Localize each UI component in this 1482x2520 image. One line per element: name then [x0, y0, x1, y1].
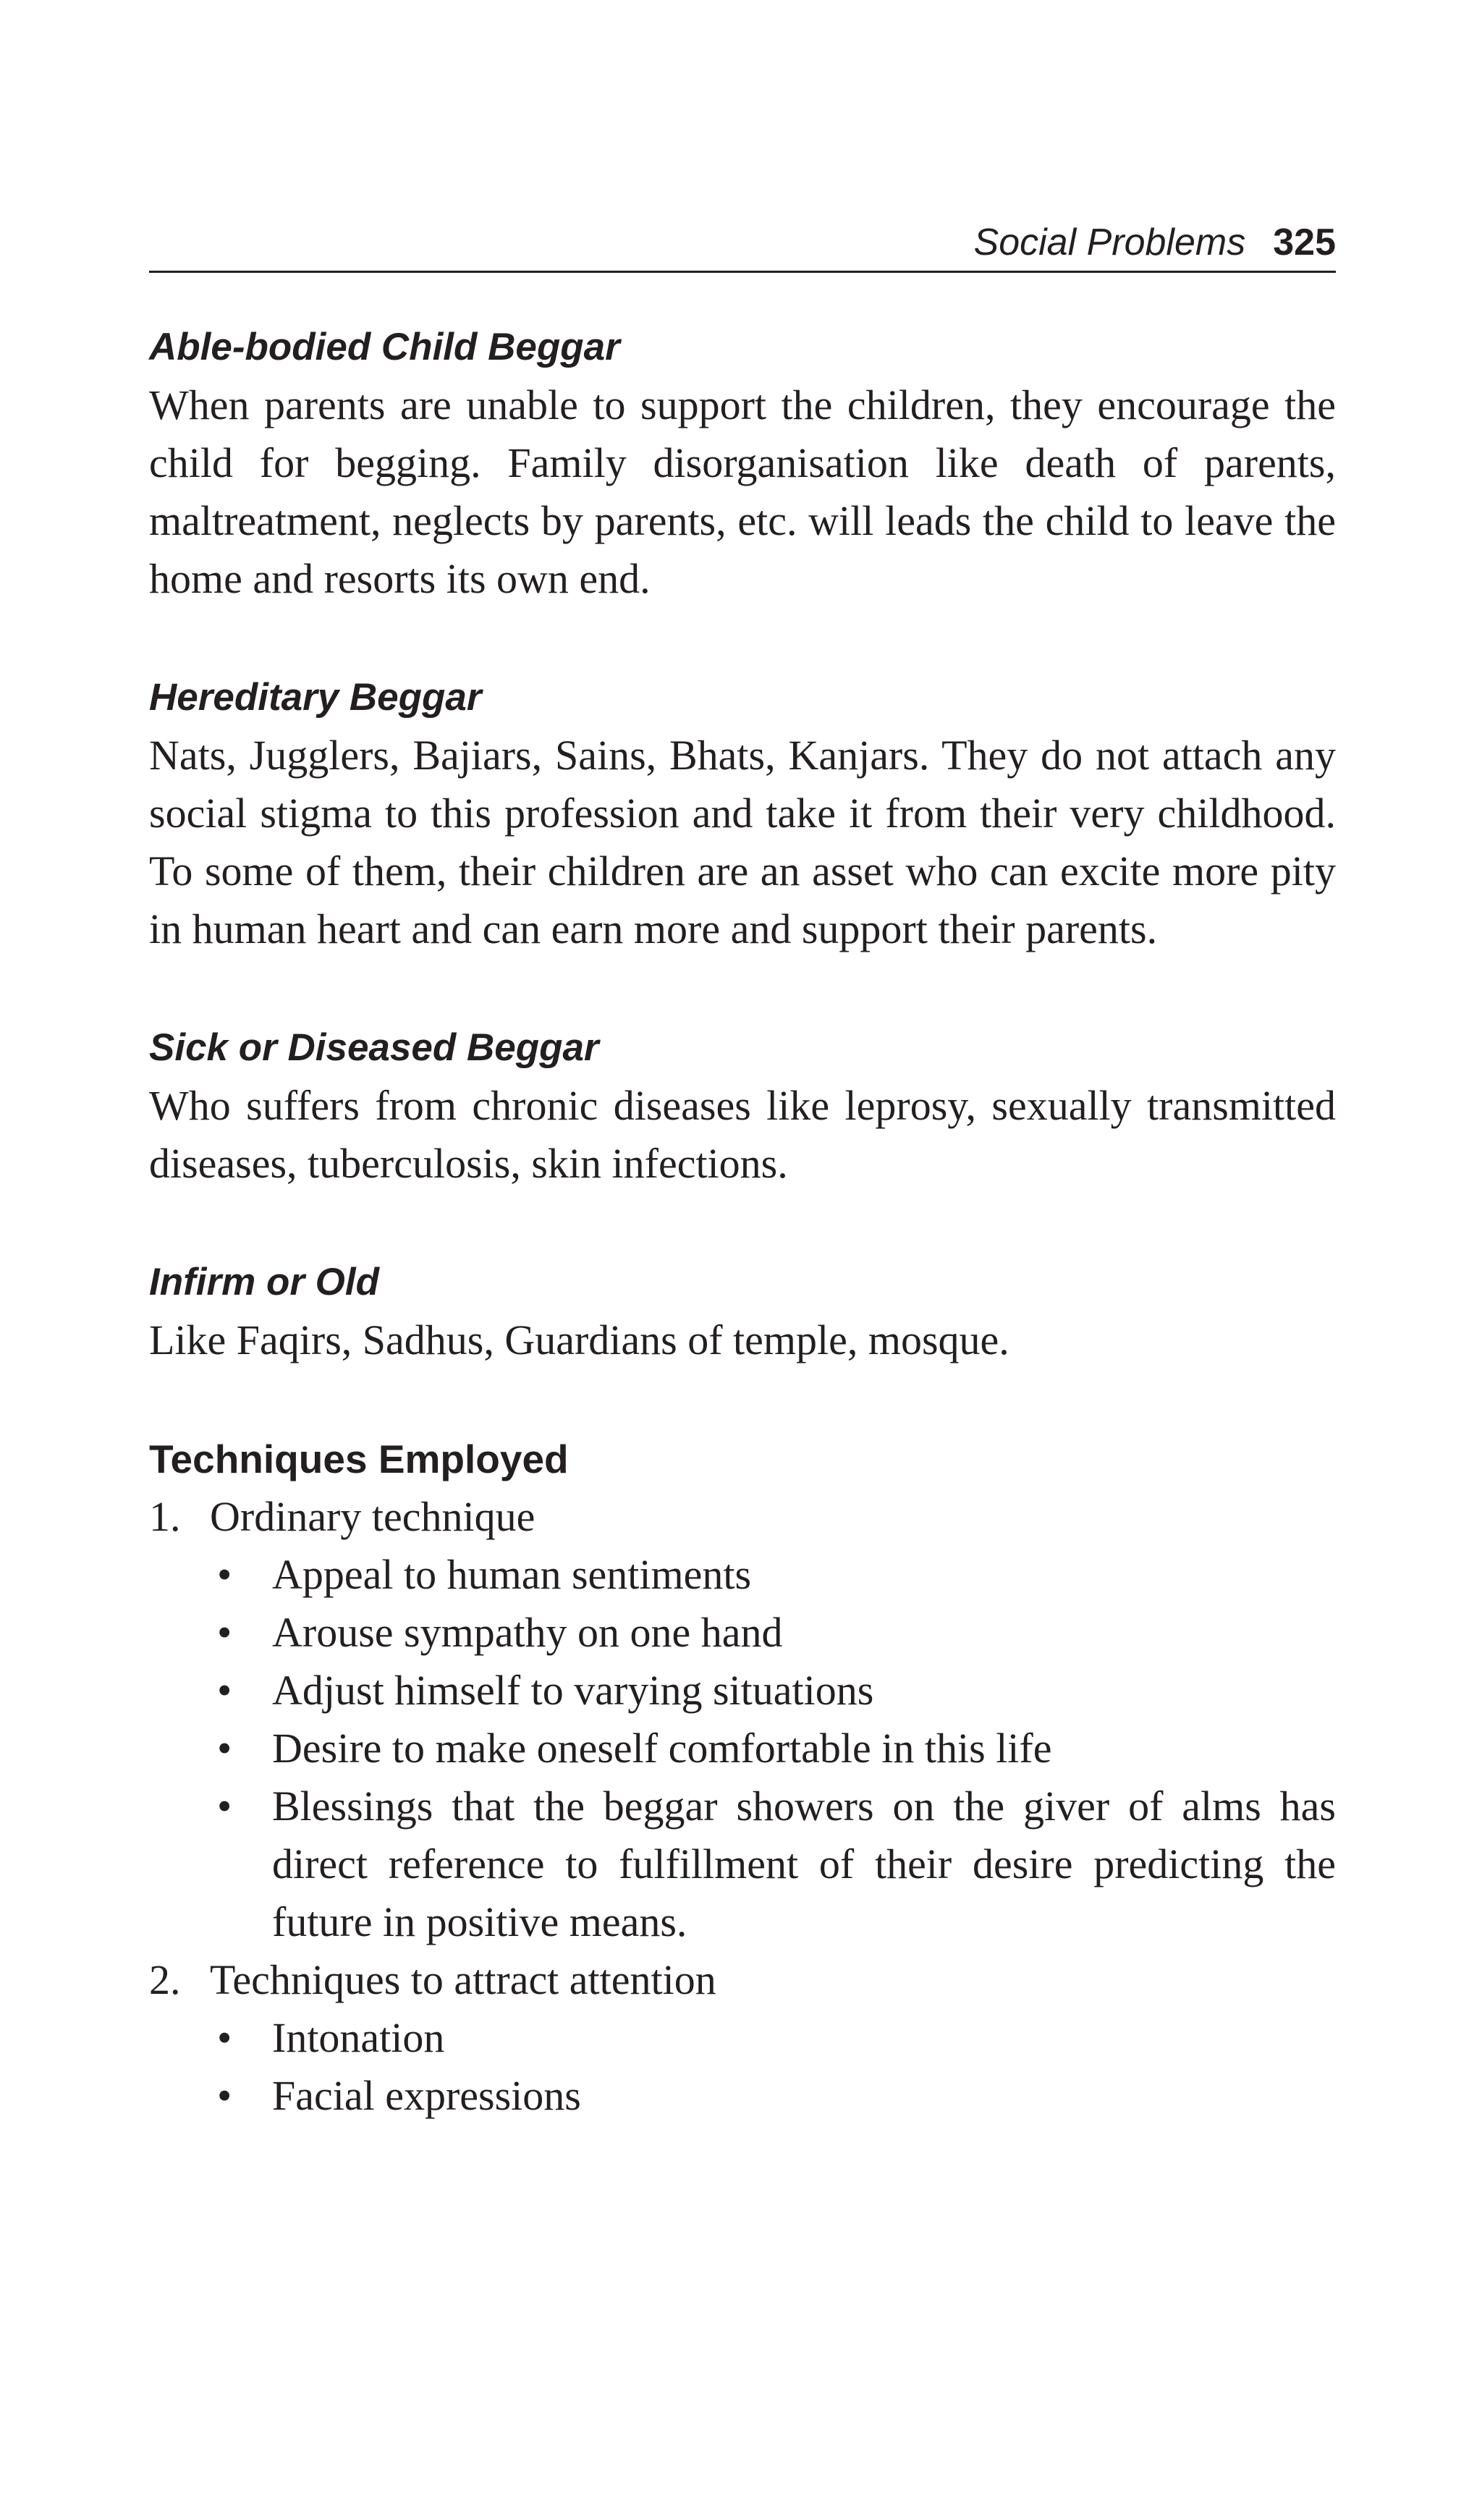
- section-paragraph: Like Faqirs, Sadhus, Guardians of temple, mosque.: [149, 1316, 1009, 1363]
- bullet-icon: •: [217, 2072, 232, 2119]
- page-number: 325: [1273, 221, 1336, 263]
- bullet-icon: •: [217, 1783, 232, 1830]
- sub-list-item: [210, 1546, 1336, 1604]
- page-content: [149, 318, 1336, 2125]
- sub-list-item-text: Blessings that the beggar showers on the giver of alms has direct reference to fulfillment of their desire predicting the future in positive means.: [272, 1783, 1336, 1945]
- section-infirm-or-old: [149, 1253, 1336, 1369]
- section-heading: Hereditary Beggar: [149, 676, 482, 719]
- sub-list-item: [210, 2009, 1336, 2067]
- bullet-icon: •: [217, 1551, 232, 1598]
- sub-list-item: [210, 1720, 1336, 1777]
- techniques-heading: Techniques Employed: [149, 1437, 569, 1481]
- section-sick-or-diseased-beggar: [149, 1019, 1336, 1193]
- section-paragraph: When parents are unable to support the children, they encourage the child for begging. Family disorganisation like death of parents, maltreatment, neglects by parents, etc. will leads the child to leave the home and resorts its own end.: [149, 381, 1336, 602]
- running-header: [149, 214, 1336, 271]
- section-techniques-employed: [149, 1430, 1336, 2125]
- list-item: [149, 1488, 1336, 1951]
- sub-list-item: [210, 1777, 1336, 1951]
- section-able-bodied-child-beggar: [149, 318, 1336, 608]
- bullet-icon: •: [217, 1667, 232, 1714]
- list-item-number: 1.: [149, 1493, 181, 1540]
- section-heading: Infirm or Old: [149, 1261, 379, 1303]
- sub-list-item: [210, 2067, 1336, 2125]
- sub-list-item-text: Intonation: [272, 2014, 445, 2061]
- list-item-label: Techniques to attract attention: [210, 1956, 716, 2003]
- header-rule: [149, 271, 1336, 273]
- sub-list-item: [210, 1662, 1336, 1720]
- sub-list: [210, 1546, 1336, 1951]
- sub-list-item-text: Appeal to human sentiments: [272, 1551, 752, 1598]
- sub-list-item-text: Facial expressions: [272, 2072, 581, 2119]
- sub-list-item: [210, 1604, 1336, 1662]
- section-hereditary-beggar: [149, 669, 1336, 958]
- list-item-number: 2.: [149, 1956, 181, 2003]
- section-heading: Sick or Diseased Beggar: [149, 1026, 599, 1069]
- sub-list-item-text: Arouse sympathy on one hand: [272, 1609, 783, 1656]
- list-item-label: Ordinary technique: [210, 1493, 535, 1540]
- sub-list-item-text: Adjust himself to varying situations: [272, 1667, 874, 1714]
- running-title: Social Problems: [973, 221, 1246, 263]
- bullet-icon: •: [217, 1609, 232, 1656]
- bullet-icon: •: [217, 1725, 232, 1772]
- section-paragraph: Nats, Jugglers, Bajiars, Sains, Bhats, Kanjars. They do not attach any social stigma to this profession and take it from their very childhood. To some of them, their children are an asset who can excite more pity in human heart and can earn more and support their parents.: [149, 732, 1336, 952]
- section-paragraph: Who suffers from chronic diseases like leprosy, sexually transmitted diseases, tuberculosis, skin infections.: [149, 1082, 1336, 1187]
- list-item: [149, 1951, 1336, 2125]
- sub-list-item-text: Desire to make oneself comfortable in this life: [272, 1725, 1052, 1772]
- techniques-list: [149, 1488, 1336, 2125]
- sub-list: [210, 2009, 1336, 2125]
- bullet-icon: •: [217, 2014, 232, 2061]
- section-heading: Able-bodied Child Beggar: [149, 326, 620, 368]
